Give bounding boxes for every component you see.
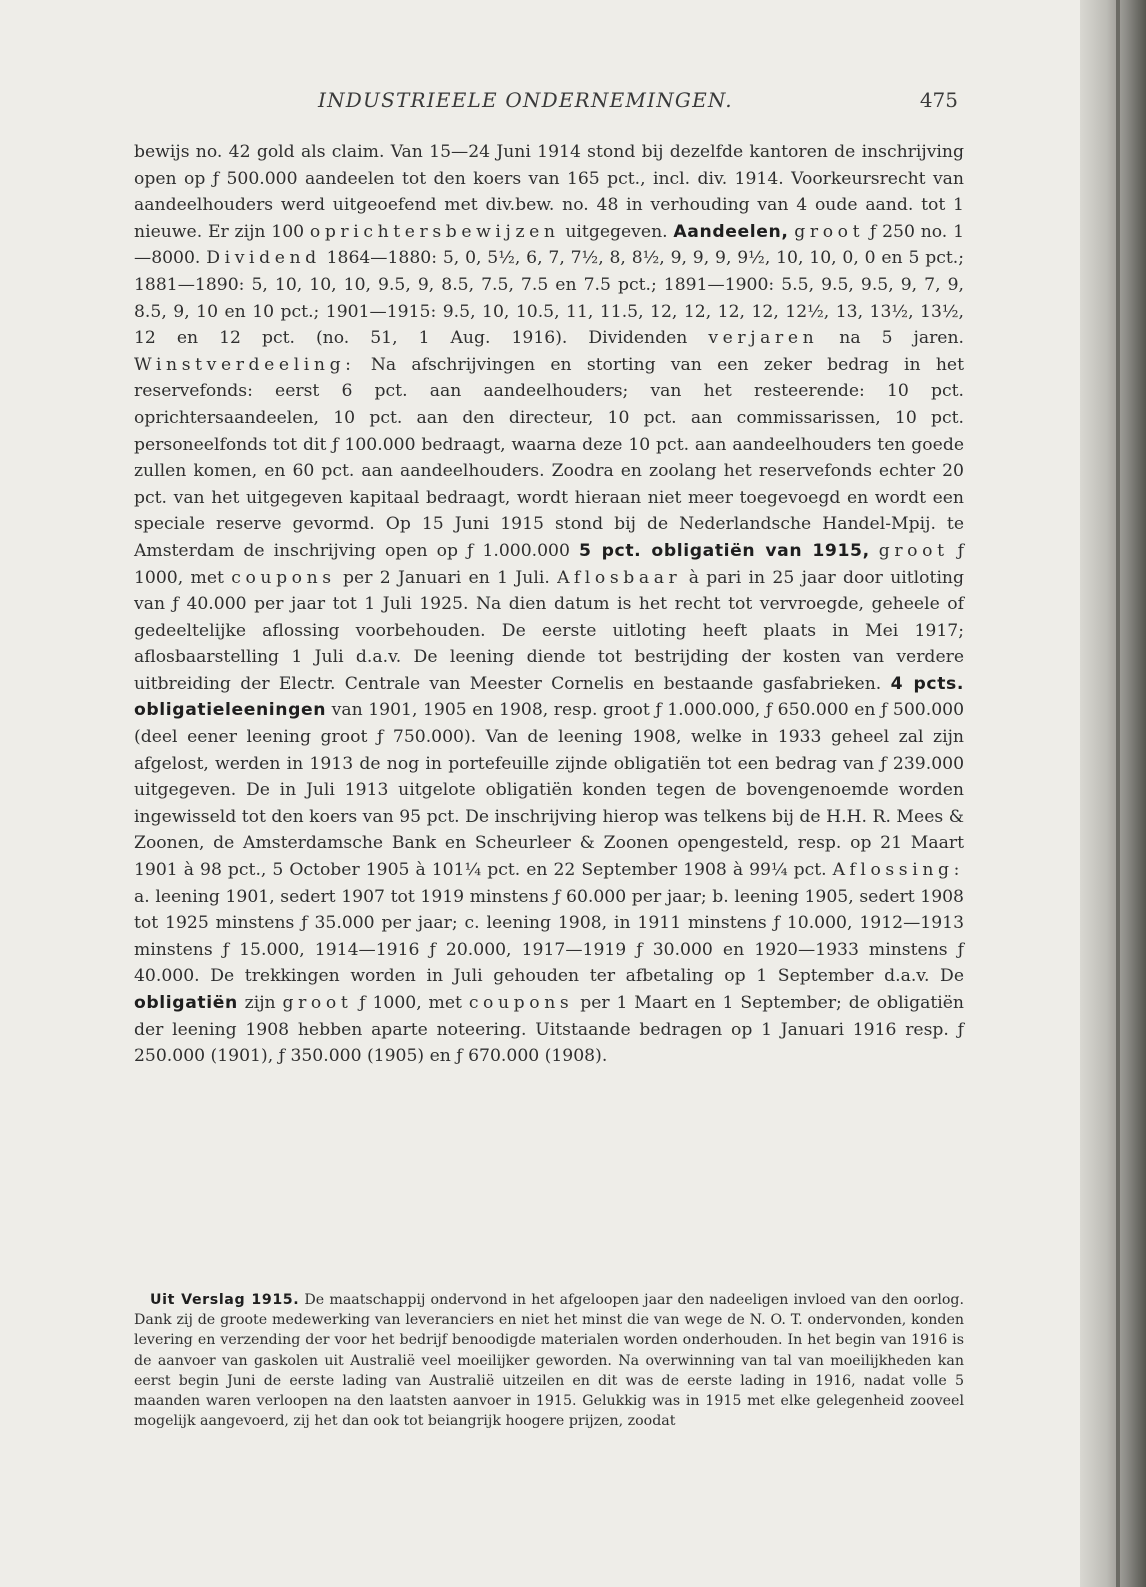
text-run: bewijs no. 42 gold als claim. Van 15—24 Juni 1914 stond bij dezelfde kantoren de inschrijving open op ƒ 500.000 aandeelen tot den koers van 165 pct., incl. div. 1914. Voorkeursrecht van aandeelhouders werd uitgeoefend met div.bew. no. 48 in verhouding van 4 oude aand. tot 1 nieuwe. Er zijn 100 bbox=[134, 142, 964, 242]
spaced-term: Dividend bbox=[206, 248, 321, 269]
book-spine-shadow bbox=[1080, 0, 1146, 1587]
spaced-term: oprichtersbewijzen bbox=[309, 221, 560, 242]
text-run: Na afschrijvingen en storting van een zeker bedrag in het reservefonds: eerst 6 pct. aan aandeelhouders; van het resteerende: 10 pct. oprichtersaandeelen, 10 pct. aan den directeur, 10 pct. aan commissarissen, 10 pct. personeelfonds tot dit ƒ 100.000 bedraagt, waarna deze 10 pct. aan aandeelhouders ten goede zullen komen, en 60 pct. aan aandeelhouders. Zoodra en zoolang het reservefonds echter 20 pct. van het uitgegeven kapitaal bedraagt, wordt hieraan niet meer toegevoegd en wordt een speciale reserve gevormd. Op 15 Juni 1915 stond bij de Nederlandsche Handel-Mpij. te Amsterdam de inschrijving open op ƒ 1.000.000 bbox=[134, 354, 964, 561]
text-run: zijn bbox=[237, 993, 283, 1013]
running-head: INDUSTRIEELE ONDERNEMINGEN. bbox=[318, 88, 733, 112]
body-text bbox=[134, 139, 964, 1070]
text-run: ƒ 250 no. 1—8000. bbox=[134, 221, 965, 269]
text-run: a. leening 1901, sedert 1907 tot 1919 minstens ƒ 60.000 per jaar; b. leening 1905, sedert 1908 tot 1925 minstens ƒ 35.000 per jaar; c. leening 1908, in 1911 minstens ƒ 10.000, 1912—1913 minstens ƒ 15.000, 1914—1916 ƒ 20.000, 1917—1919 ƒ 30.000 en 1920—1933 minstens ƒ 40.000. De trekkingen worden in Juli gehouden ter afbetaling op 1 September d.a.v. De bbox=[134, 886, 964, 987]
text-run: na 5 jaren. bbox=[818, 328, 965, 349]
text-run: per 1 Maart en 1 September; de obligatiën der leening 1908 hebben aparte noteering. Uitstaande bedragen op 1 Januari 1916 resp. ƒ 250.000 (1901), ƒ 350.000 (1905) en ƒ 670.000 (1908). bbox=[134, 993, 965, 1067]
text-run: ƒ 1000, met bbox=[134, 540, 964, 588]
spaced-term: coupons bbox=[231, 567, 336, 588]
text-run: 1864—1880: 5, 0, 5½, 6, 7, 7½, 8, 8½, 9, 9, 9, 9½, 10, 10, 0, 0 en 5 pct.; 1881—1890: 5, 10, 10, 10, 9.5, 9, 8.5, 7.5, 7.5 en 7.5 pct.; 1891—1900: 5.5, 9.5, 9.5, 9, 7, 9, 8.5, 9, 10 en 10 pct.; 1901—1915: 9.5, 10, 10.5, 11, 11.5, 12, 12, 12, 12, 12½, 13, 13½, 13½, 12 en 12 pct. (no. 51, 1 Aug. 1916). Dividenden bbox=[134, 248, 964, 349]
report-paragraph bbox=[134, 1290, 964, 1431]
report-text: De maatschappij ondervond in het afgeloopen jaar den nadeeligen invloed van den oorlog. Dank zij de groote medewerking van leveranciers en niet het minst die van wege de N. O. T. ondervonden, konden levering en verzending der voor het bedrijf benoodigde materialen worden onderhouden. In het begin van 1916 is de aanvoer van gaskolen uit Australië veel moeilijker geworden. Na overwinning van tal van moeilijkheden kan eerst begin Juni de eerste lading van Australië uitzeilen en dit was de eerste lading in 1916, nadat volle 5 maanden waren verloopen na den laatsten aanvoer in 1915. Gelukkig was in 1915 met elke gelegenheid zooveel mogelijk aangevoerd, zij het dan ook tot beiangrijk hoogere prijzen, zoodat bbox=[134, 1292, 965, 1430]
spaced-term: groot bbox=[878, 540, 949, 561]
text-run: per 2 Januari en 1 Juli. bbox=[335, 567, 558, 588]
text-run: uitgegeven. bbox=[559, 221, 674, 242]
spaced-term: groot bbox=[282, 993, 353, 1013]
page-header bbox=[318, 88, 958, 118]
book-spine-edge bbox=[1116, 0, 1120, 1587]
spaced-term: groot bbox=[794, 221, 865, 242]
page-number: 475 bbox=[919, 88, 958, 112]
section-heading: 5 pct. obligatiën van 1915, bbox=[578, 540, 870, 561]
section-heading: Aandeelen, bbox=[673, 221, 789, 242]
spaced-term: Aflosbaar bbox=[557, 567, 682, 588]
spaced-term: Winstverdeeling: bbox=[134, 354, 356, 375]
body-paragraph bbox=[134, 139, 964, 1070]
spaced-term: Aflossing: bbox=[832, 860, 964, 881]
section-heading: obligatiën bbox=[134, 993, 238, 1013]
annual-report-excerpt bbox=[134, 1290, 964, 1431]
text-run bbox=[870, 541, 879, 561]
text-run: van 1901, 1905 en 1908, resp. groot ƒ 1.000.000, ƒ 650.000 en ƒ 500.000 (deel eener leening groot ƒ 750.000). Van de leening 1908, welke in 1933 geheel zal zijn afgelost, werden in 1913 de nog in portefeuille zijnde obligatiën tot een bedrag van ƒ 239.000 uitgegeven. De in Juli 1913 uitgelote obligatiën konden tegen de bovengenoemde worden ingewisseld tot den koers van 95 pct. De inschrijving hierop was telkens bij de H.H. R. Mees & Zoonen, de Amsterdamsche Bank en Scheurleer & Zoonen opengesteld, resp. op 21 Maart 1901 à 98 pct., 5 October 1905 à 101¼ pct. en 22 September 1908 à 99¼ pct. bbox=[134, 700, 964, 881]
text-run: à pari in 25 jaar door uitloting van ƒ 40.000 per jaar tot 1 Juli 1925. Na dien datum is het recht tot vervroegde, geheele of gedeeltelijke aflossing voorbehouden. De eerste uitloting heeft plaats in Mei 1917; aflosbaarstelling 1 Juli d.a.v. De leening diende tot bestrijding der kosten van verdere uitbreiding der Electr. Centrale van Meester Cornelis en bestaande gasfabrieken. bbox=[134, 567, 965, 694]
spaced-term: coupons bbox=[468, 993, 574, 1013]
text-run: ƒ 1000, met bbox=[352, 993, 469, 1013]
report-heading: Uit Verslag 1915. bbox=[150, 1292, 300, 1308]
section-heading: 4 pcts. obligatieleeningen bbox=[134, 673, 964, 721]
spaced-term: verjaren bbox=[708, 328, 819, 349]
